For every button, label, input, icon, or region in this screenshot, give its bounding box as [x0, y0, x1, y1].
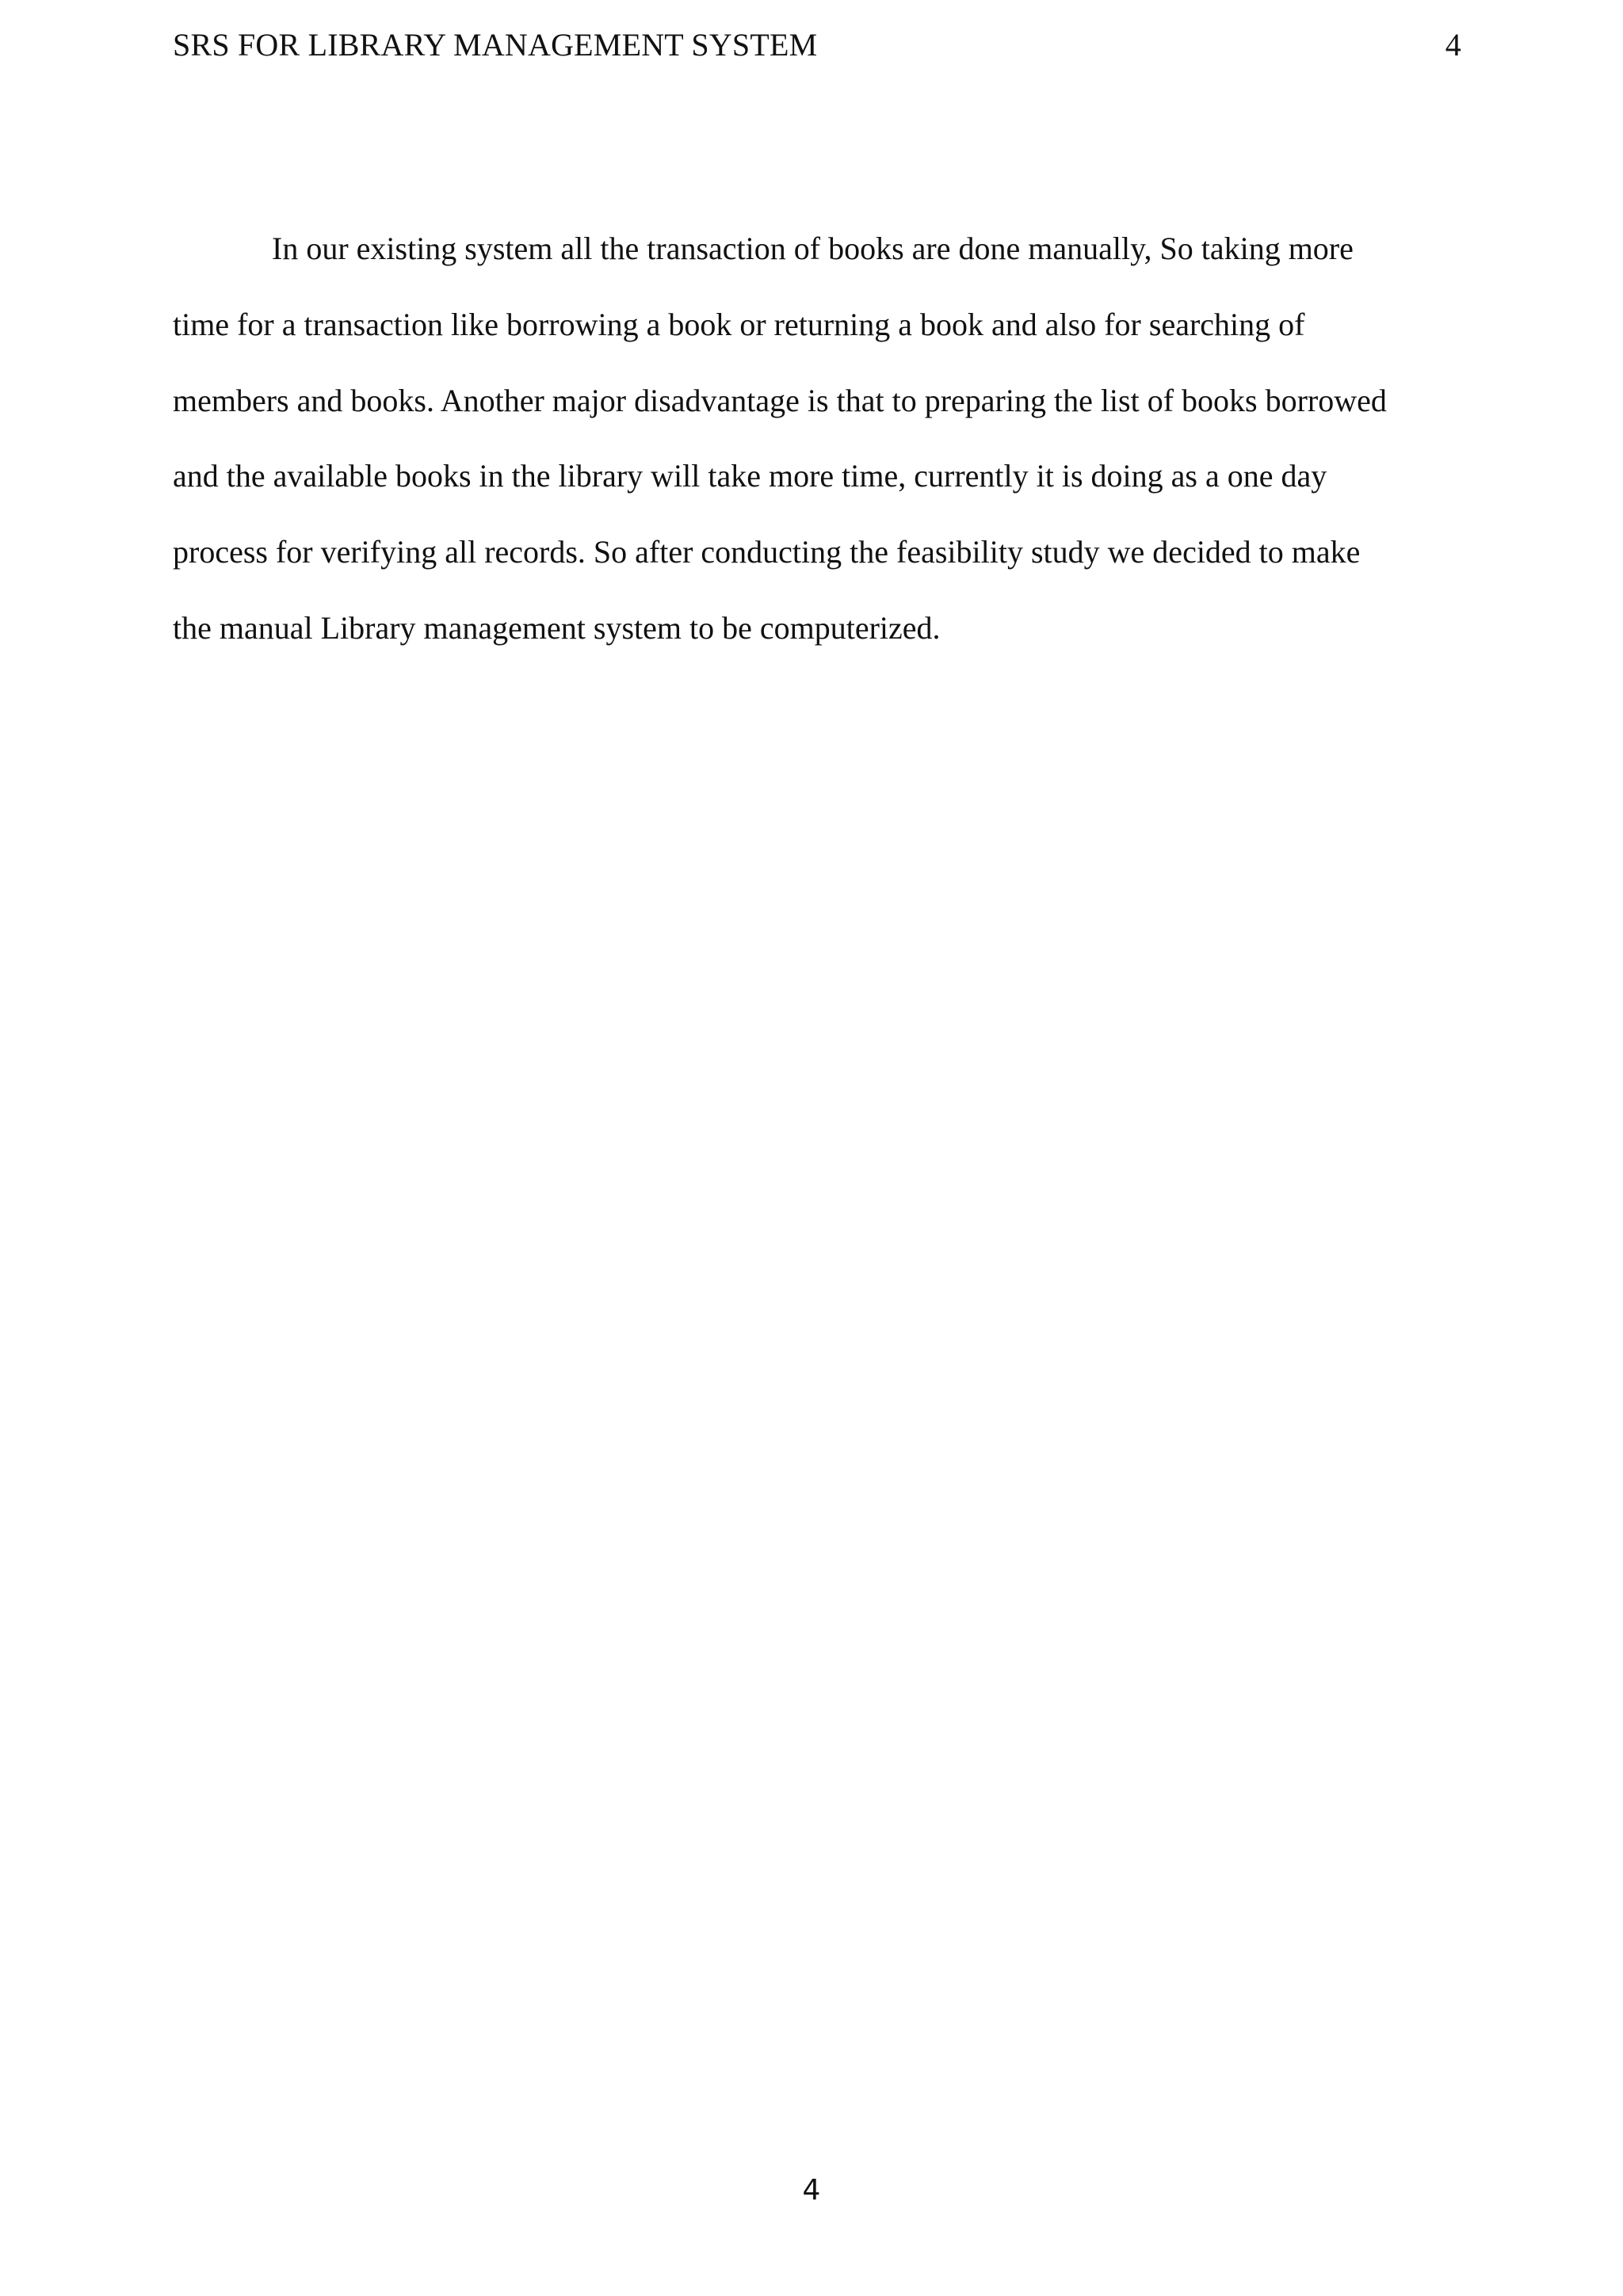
header-page-number: 4 [1445, 26, 1461, 63]
footer-page-number: 4 [802, 2174, 821, 2206]
paragraph-line: members and books. Another major disadvantage is that to preparing the list of books borrowed [173, 382, 1387, 418]
body-paragraph [173, 211, 1450, 666]
running-header [173, 24, 1461, 65]
paragraph-line: time for a transaction like borrowing a book or returning a book and also for searching of [173, 306, 1305, 342]
paragraph-line: process for verifying all records. So after conducting the feasibility study we decided to make [173, 534, 1361, 570]
paragraph-line: and the available books in the library will take more time, currently it is doing as a one day [173, 458, 1327, 494]
header-title: SRS FOR LIBRARY MANAGEMENT SYSTEM [173, 26, 818, 63]
paragraph-line: the manual Library management system to be computerized. [173, 609, 941, 646]
paragraph-line: In our existing system all the transaction of books are done manually, So taking more [272, 231, 1354, 266]
